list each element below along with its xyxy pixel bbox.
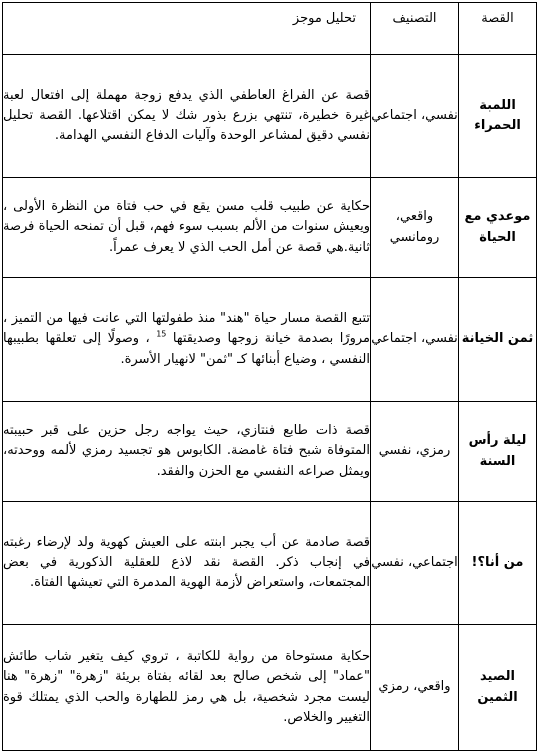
story-classification: رمزي، نفسي: [371, 402, 459, 502]
story-title: الصيد الثمين: [459, 625, 537, 751]
table-row: [3, 55, 537, 178]
story-classification: نفسي، اجتماعي: [371, 55, 459, 178]
story-classification: نفسي، اجتماعي: [371, 278, 459, 402]
story-analysis: حكاية عن طبيب قلب مسن يقع في حب فتاة من النظرة الأولى ، ويعيش سنوات من الألم بسبب سوء فهم، قبل أن تمنحه الحياة فرصة ثانية.هي قصة عن أمل الحب الذي لا يعرف عمراً.: [3, 178, 371, 278]
header-classification: التصنيف: [371, 3, 459, 55]
table-row: [3, 402, 537, 502]
table-row: [3, 178, 537, 278]
stories-table: [2, 2, 537, 751]
footnote-marker: 15: [156, 330, 167, 340]
story-classification: واقعي، رمزي: [371, 625, 459, 751]
story-analysis: قصة ذات طابع فنتازي، حيث يواجه رجل حزين على قبر حبيبته المتوفاة شبح فتاة غامضة. الكابوس هو تجسيد رمزي لألمه ووحدته، ويمثل صراعه النفسي مع الحزن والفقد.: [3, 402, 371, 502]
table-row: [3, 278, 537, 402]
analysis-text-after: ، وصولًا إلى تعلقها بطبيبها النفسي ، وضياع أبنائها كـ "ثمن" لانهيار الأسرة.: [3, 331, 370, 367]
header-analysis: تحليل موجز: [3, 3, 371, 55]
analysis-text-before: تتبع القصة مسار حياة "هند" منذ طفولتها التي عانت فيها من التميز ، مرورًا بصدمة خيانة زوجها وصديقتها: [3, 311, 370, 347]
story-classification: اجتماعي، نفسي: [371, 502, 459, 625]
story-analysis: قصة صادمة عن أب يجبر ابنته على العيش كهوية ولد لإرضاء رغبته في إنجاب ذكر. القصة نقد لاذع للعقلية الذكورية في بعض المجتمعات، واستعراض لأزمة الهوية المدمرة التي تعيشها الفتاة.: [3, 502, 371, 625]
story-analysis: [3, 278, 371, 402]
header-story: القصة: [459, 3, 537, 55]
story-title: موعدي مع الحياة: [459, 178, 537, 278]
story-title: من أنا؟!: [459, 502, 537, 625]
story-title: ثمن الخيانة: [459, 278, 537, 402]
story-classification: واقعي، رومانسي: [371, 178, 459, 278]
story-title: اللمبة الحمراء: [459, 55, 537, 178]
table-row: [3, 625, 537, 751]
story-analysis: حكاية مستوحاة من رواية للكاتبة ، تروي كيف يتغير شاب طائش "عماد" إلى شخص صالح بعد لقائه بفتاة بريئة "زهرة" "زهرة" هنا ليست مجرد شخصية، بل هي رمز للطهارة والحب الذي يمتلك قوة التغيير والخلاص.: [3, 625, 371, 751]
story-analysis: قصة عن الفراغ العاطفي الذي يدفع زوجة مهملة إلى افتعال لعبة غيرة خطيرة، تنتهي بزرع بذور شك لا يمكن اقتلاعها. القصة تحليل نفسي دقيق لمشاعر الوحدة وآليات الدفاع النفسي الهدامة.: [3, 55, 371, 178]
table-header-row: [3, 3, 537, 55]
table-row: [3, 502, 537, 625]
story-title: ليلة رأس السنة: [459, 402, 537, 502]
